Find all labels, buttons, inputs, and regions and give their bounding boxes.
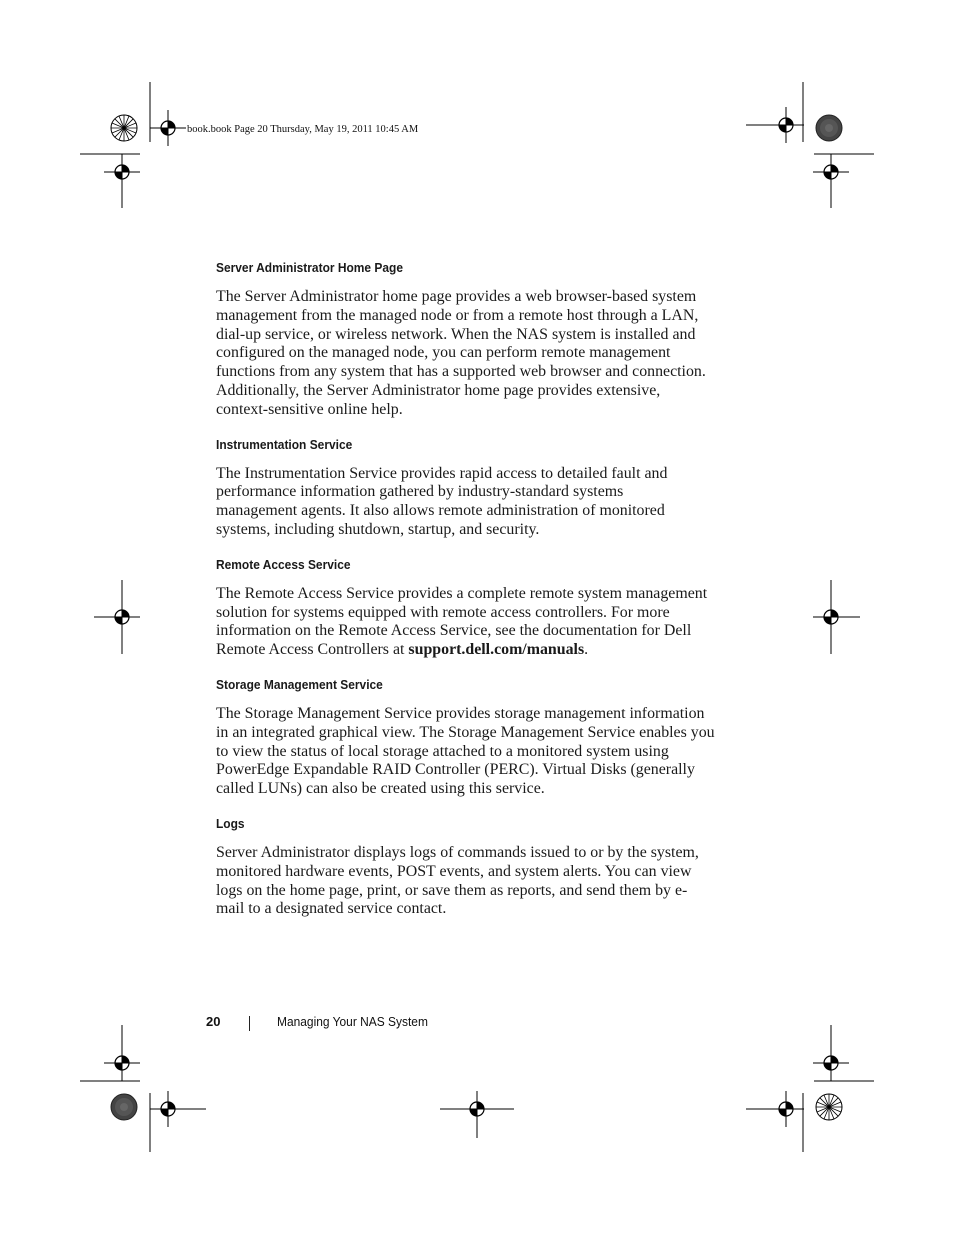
section-heading: Logs bbox=[216, 815, 245, 831]
text-line: solution for systems equipped with remote access controllers. For more bbox=[216, 603, 670, 621]
text-line: performance information gathered by industry-standard systems bbox=[216, 483, 624, 501]
section-storage-management-service bbox=[216, 675, 716, 799]
footer-section-title: Managing Your NAS System bbox=[277, 1014, 428, 1029]
text-line: systems, including shutdown, startup, and security. bbox=[216, 520, 540, 538]
registration-mark-icon bbox=[768, 1091, 804, 1127]
text-line: dial-up service, or wireless network. When the NAS system is installed and bbox=[216, 325, 696, 343]
section-instrumentation-service bbox=[216, 435, 716, 540]
text-fragment: Remote Access Controllers at bbox=[216, 641, 409, 659]
section-logs bbox=[216, 814, 716, 919]
text-line: Server Administrator displays logs of commands issued to or by the system, bbox=[216, 843, 699, 861]
starburst-icon bbox=[816, 1094, 842, 1120]
text-line bbox=[216, 641, 716, 660]
section-heading: Instrumentation Service bbox=[216, 436, 353, 452]
page-number: 20 bbox=[206, 1014, 221, 1029]
text-line: monitored hardware events, POST events, and system alerts. You can view bbox=[216, 862, 692, 880]
page-content bbox=[216, 258, 716, 919]
section-body bbox=[216, 844, 716, 919]
support-link[interactable]: support.dell.com/manuals bbox=[408, 641, 585, 659]
text-line: management from the managed node or from a remote host through a LAN, bbox=[216, 306, 699, 324]
registration-mark-icon bbox=[813, 1045, 849, 1081]
registration-mark-icon bbox=[104, 1045, 140, 1081]
text-line: The Storage Management Service provides storage management information bbox=[216, 704, 705, 722]
registration-mark-icon bbox=[768, 107, 804, 143]
registration-mark-icon bbox=[813, 599, 849, 635]
text-line: in an integrated graphical view. The Storage Management Service enables you bbox=[216, 723, 715, 741]
text-line: PowerEdge Expandable RAID Controller (PERC). Virtual Disks (generally bbox=[216, 761, 695, 779]
starburst-icon bbox=[111, 115, 137, 141]
text-line: configured on the managed node, you can perform remote management bbox=[216, 344, 671, 362]
section-server-administrator-home-page bbox=[216, 258, 716, 420]
text-line: Additionally, the Server Administrator home page provides extensive, bbox=[216, 381, 661, 399]
text-line: logs on the home page, print, or save them as reports, and send them by e- bbox=[216, 881, 688, 899]
registration-mark-icon bbox=[150, 1091, 186, 1127]
text-line: management agents. It also allows remote administration of monitored bbox=[216, 502, 665, 520]
registration-mark-icon bbox=[459, 1091, 495, 1127]
gray-target-icon bbox=[111, 1094, 137, 1120]
registration-mark-icon bbox=[104, 599, 140, 635]
text-line: mail to a designated service contact. bbox=[216, 900, 447, 918]
text-line: information on the Remote Access Service, see the documentation for Dell bbox=[216, 622, 692, 640]
section-body bbox=[216, 705, 716, 799]
section-heading: Storage Management Service bbox=[216, 676, 383, 692]
text-line: called LUNs) can also be created using this service. bbox=[216, 780, 545, 798]
text-line: The Server Administrator home page provides a web browser-based system bbox=[216, 288, 697, 305]
registration-mark-icon bbox=[104, 154, 140, 190]
text-line: context-sensitive online help. bbox=[216, 400, 403, 418]
section-heading: Server Administrator Home Page bbox=[216, 260, 404, 275]
section-body bbox=[216, 288, 716, 420]
text-line: The Instrumentation Service provides rapid access to detailed fault and bbox=[216, 464, 668, 482]
text-fragment: . bbox=[584, 641, 589, 659]
text-line: to view the status of local storage attached to a monitored system using bbox=[216, 742, 669, 760]
text-line: functions from any system that has a supported web browser and connection. bbox=[216, 363, 706, 381]
slug-line: book.book Page 20 Thursday, May 19, 2011 10:45 AM bbox=[187, 124, 419, 135]
gray-target-icon bbox=[816, 115, 842, 141]
section-remote-access-service bbox=[216, 555, 716, 660]
registration-mark-icon bbox=[813, 154, 849, 190]
text-line: The Remote Access Service provides a complete remote system management bbox=[216, 584, 708, 602]
section-heading: Remote Access Service bbox=[216, 556, 351, 572]
section-body bbox=[216, 465, 716, 540]
footer-divider bbox=[249, 1016, 250, 1031]
section-body bbox=[216, 585, 716, 660]
registration-mark-icon bbox=[150, 110, 186, 146]
